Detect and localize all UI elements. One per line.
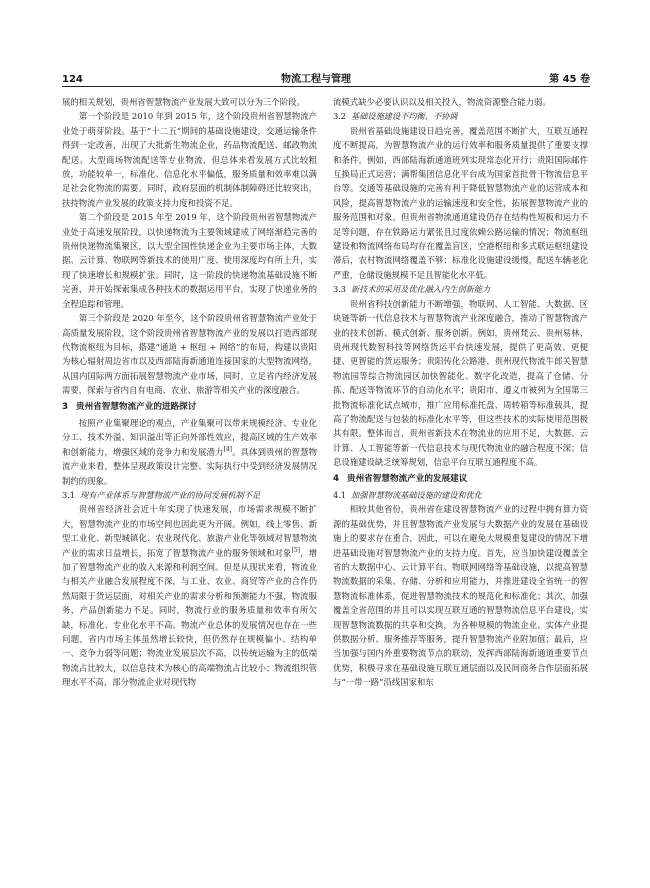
subsection-heading: [333, 109, 588, 123]
subsection-heading: [333, 488, 588, 502]
paragraph-text: ，增加了智慧物流产业的收入来源和利润空间。但是从现状来看，物流业与相关产业融合发展程度不深，与工业、农业、商贸等产业的合作仍然局限于货运层面，对相关产业的需求分析和预测能力不强，物流服务、产品创新能力不足。同时，物流行业的服务质量和效率有所欠缺，标准化、专业化水平不高。物流产业总体的发展情况也存在一些问题，省内市场主体虽然增长较快，但仍然存在规模偏小、结构单一、竞争力弱等问题；物流业发展层次不高，以传统运输为主的低端物流占比较大，以信息技术为核心的高端物流占比较小；物流组织管理水平不高，部分物流企业对现代物: [62, 547, 317, 688]
paragraph: 展的相关规划，贵州省智慧物流产业发展大致可以分为三个阶段。: [62, 97, 305, 107]
paragraph: 流模式缺少必要认识以及相关投入，物流资源整合能力弱。: [333, 97, 551, 107]
paragraph: 第一个阶段是 2010 年到 2015 年，这个阶段贵州省智慧物流产业处于萌芽阶段。基于“十二五”期间的基础设施建设，交通运输条件得到一定改善，出现了大批新生物流企业，药品物流配送、邮政物流配送、大型商场物流配送等专业物流，但总体来看发展方式比较粗放，功能较单一，标准化、信息化水平偏低，服务质量和效率难以满足社会化物流的需要。同时，政府层面的机制体制障碍还比较突出，扶持物流产业发展的政策支持力度和投资不足。: [62, 111, 317, 208]
section-number: 4: [333, 473, 339, 484]
subsection-title: 基础设施建设不均衡、不协调: [351, 111, 458, 122]
paragraph: 贵州省基础设施建设日趋完善，覆盖范围不断扩大，互联互通程度不断提高，为智慧物流产业的运行效率和服务质量提供了重要支撑和条件。例如，西部陆海新通道班列实现常态化开行；贵阳国际邮件互换局正式运营；满帮集团信息化平台成为国家首批骨干物流信息平台等。交通等基础设施的完善有利于降低智慧物流产业的运营成本和风险，提高智慧物流产业的运输速度和安全性，拓展智慧物流产业的服务范围和对象。但贵州省物流通道建设仍存在结构性短板和运力不足等问题，存在铁路运力紧张且过度依赖公路运输的情况；物流枢纽建设和物流网络布局均存在覆盖盲区，空港枢纽和多式联运枢纽建设滞后，农村物流网络覆盖不够；标准化设施建设缓慢，配送车辆老化严重，仓储设施规模不足且智能化水平低。: [333, 125, 588, 280]
journal-title: 物流工程与管理: [280, 74, 351, 85]
paragraph: [62, 502, 317, 689]
page-number: 124: [62, 74, 83, 85]
left-column: [62, 95, 317, 865]
paragraph: 第三个阶段是 2020 年至今，这个阶段贵州省智慧物流产业处于高质量发展阶段，这个阶段贵州省智慧物流产业的发展以打造西部现代物流枢纽为目标，搭建“通道 + 枢纽 + 网络”的布局，构建以贵阳为核心辐射周边省市以及西部陆海新通道连接国家的大型物流网络，从国内国际两方面拓展智慧物流产业市场，同时，立足省内经济发展需要，探索与省内自有电商、农业、旅游等相关产业的深度融合。: [62, 313, 317, 396]
section-number: 3: [62, 401, 68, 412]
citation: [4]: [223, 445, 232, 453]
subsection-number: 3.2: [333, 111, 347, 122]
paragraph-text: 贵州省经济社会近十年实现了快速发展，市场需求规模不断扩大，智慧物流产业的市场空间也因此更为开阔。例如，线上零售、新型工业化、新型城镇化、农业现代化、旅游产业化等领域对智慧物流产业的需求日益增长，拓宽了智慧物流产业的服务领域和对象: [62, 504, 317, 558]
subsection-heading: [333, 282, 588, 296]
volume-label: 第 45 卷: [549, 74, 590, 85]
paragraph: 贵州省科技创新能力不断增强，物联网、人工智能、大数据、区块链等新一代信息技术与智慧物流产业深度融合，推动了智慧物流产业的技术创新、模式创新、服务创新。例如，贵州梵云、贵州易林、贵州现代数智科技等网络货运平台快速发展，提供了更高效、更便捷、更智能的货运服务；贵阳传化公路港、贵州现代物流牛郎关智慧物流园等综合物流园区加快智能化、数字化改造，提高了仓储、分拣、配送等物流环节的自动化水平；贵阳市、遵义市被列为全国第三批物流标准化试点城市，推广应用标准托盘、周转箱等标准载具，提高了物流配送与包装的标准化水平等，但这些技术的实际使用范围极其有限。整体而言，贵州省新技术在物流业的应用不足，大数据、云计算、人工智能等新一代信息技术与现代物流业的融合程度不深；信息设施建设缺乏统筹规划，信息平台互联互通程度不高。: [333, 298, 588, 468]
subsection-title: 新技术的采用及优化融入内生创新能力: [351, 284, 491, 295]
subsection-number: 4.1: [333, 489, 347, 500]
right-column: [333, 95, 588, 865]
subsection-title: 现有产业体系与智慧物流产业的协同发展机制不足: [80, 489, 261, 500]
section-heading: [62, 400, 317, 414]
running-header: [62, 67, 590, 85]
header-divider: [62, 86, 590, 87]
subsection-title: 加强智慧物流基础设施的建设和优化: [351, 489, 483, 500]
citation: [5]: [291, 546, 300, 554]
subsection-number: 3.3: [333, 284, 347, 295]
paragraph-text: 按照产业集聚理论的观点，产业集聚可以带来规模经济、专业化分工、技术外溢、知识溢出等正向外部性效应，提高区域的生产效率和创新能力，增强区域的竞争力和发展潜力: [62, 417, 317, 457]
subsection-heading: [62, 488, 317, 502]
section-heading: [333, 472, 588, 486]
subsection-number: 3.1: [62, 489, 76, 500]
section-title: 贵州省智慧物流产业的发展建议: [346, 473, 468, 484]
section-title: 贵州省智慧物流产业的进路探讨: [75, 401, 197, 412]
paragraph-text: 。具体到贵州的智慧物流产业来看，整体呈现政策设计完整、实际执行中受到经济发展情况制约的现象。: [62, 446, 317, 486]
paragraph: [62, 416, 317, 488]
paragraph: 第二个阶段是 2015 年至 2019 年，这个阶段贵州省智慧物流产业处于高速发展阶段，以快递物流为主要领域建成了网络渐趋完善的贵州快递物流集聚区，以大型全国性快递企业为主要市场主体，大数据、云计算、物联网等新技术的使用广度、使用深度均有所上升，实现了快速增长和规模扩张。同时，这一阶段的快递物流基础设施不断完善，并开始探索集成各种技术的数据运用平台，实现了快递业务的全程追踪和管理。: [62, 212, 317, 309]
paragraph: 相较其他省份，贵州省在建设智慧物流产业的过程中拥有算力资源的基础优势，并且智慧物流产业发展与大数据产业的发展在基础设施上的要求存在重合，因此，可以在避免大规模重复建设的情况下增进基础设施对智慧物流产业的支持力度。首先，应当加快建设覆盖全省的大数据中心、云计算平台、物联网网络等基础设施，以提高智慧物流数据的采集、存储、分析和应用能力，并推进建设全省统一的智慧物流标准体系，促进智慧物流技术的规范化和标准化；其次，加强覆盖全省范围的并且可以实现互联互通的智慧物流信息平台建设，实现智慧物流数据的共享和交换，为各种规模的物流企业、实体产业提供数据分析、服务推荐等服务，提升智慧物流产业附加值；最后，应当加强与国内外重要物流节点的联动，发挥西部陆海新通道重要节点优势，积极寻求在基础设施互联互通层面以及民间商务合作层面拓展与“一带一路”沿线国家和东: [333, 504, 588, 688]
